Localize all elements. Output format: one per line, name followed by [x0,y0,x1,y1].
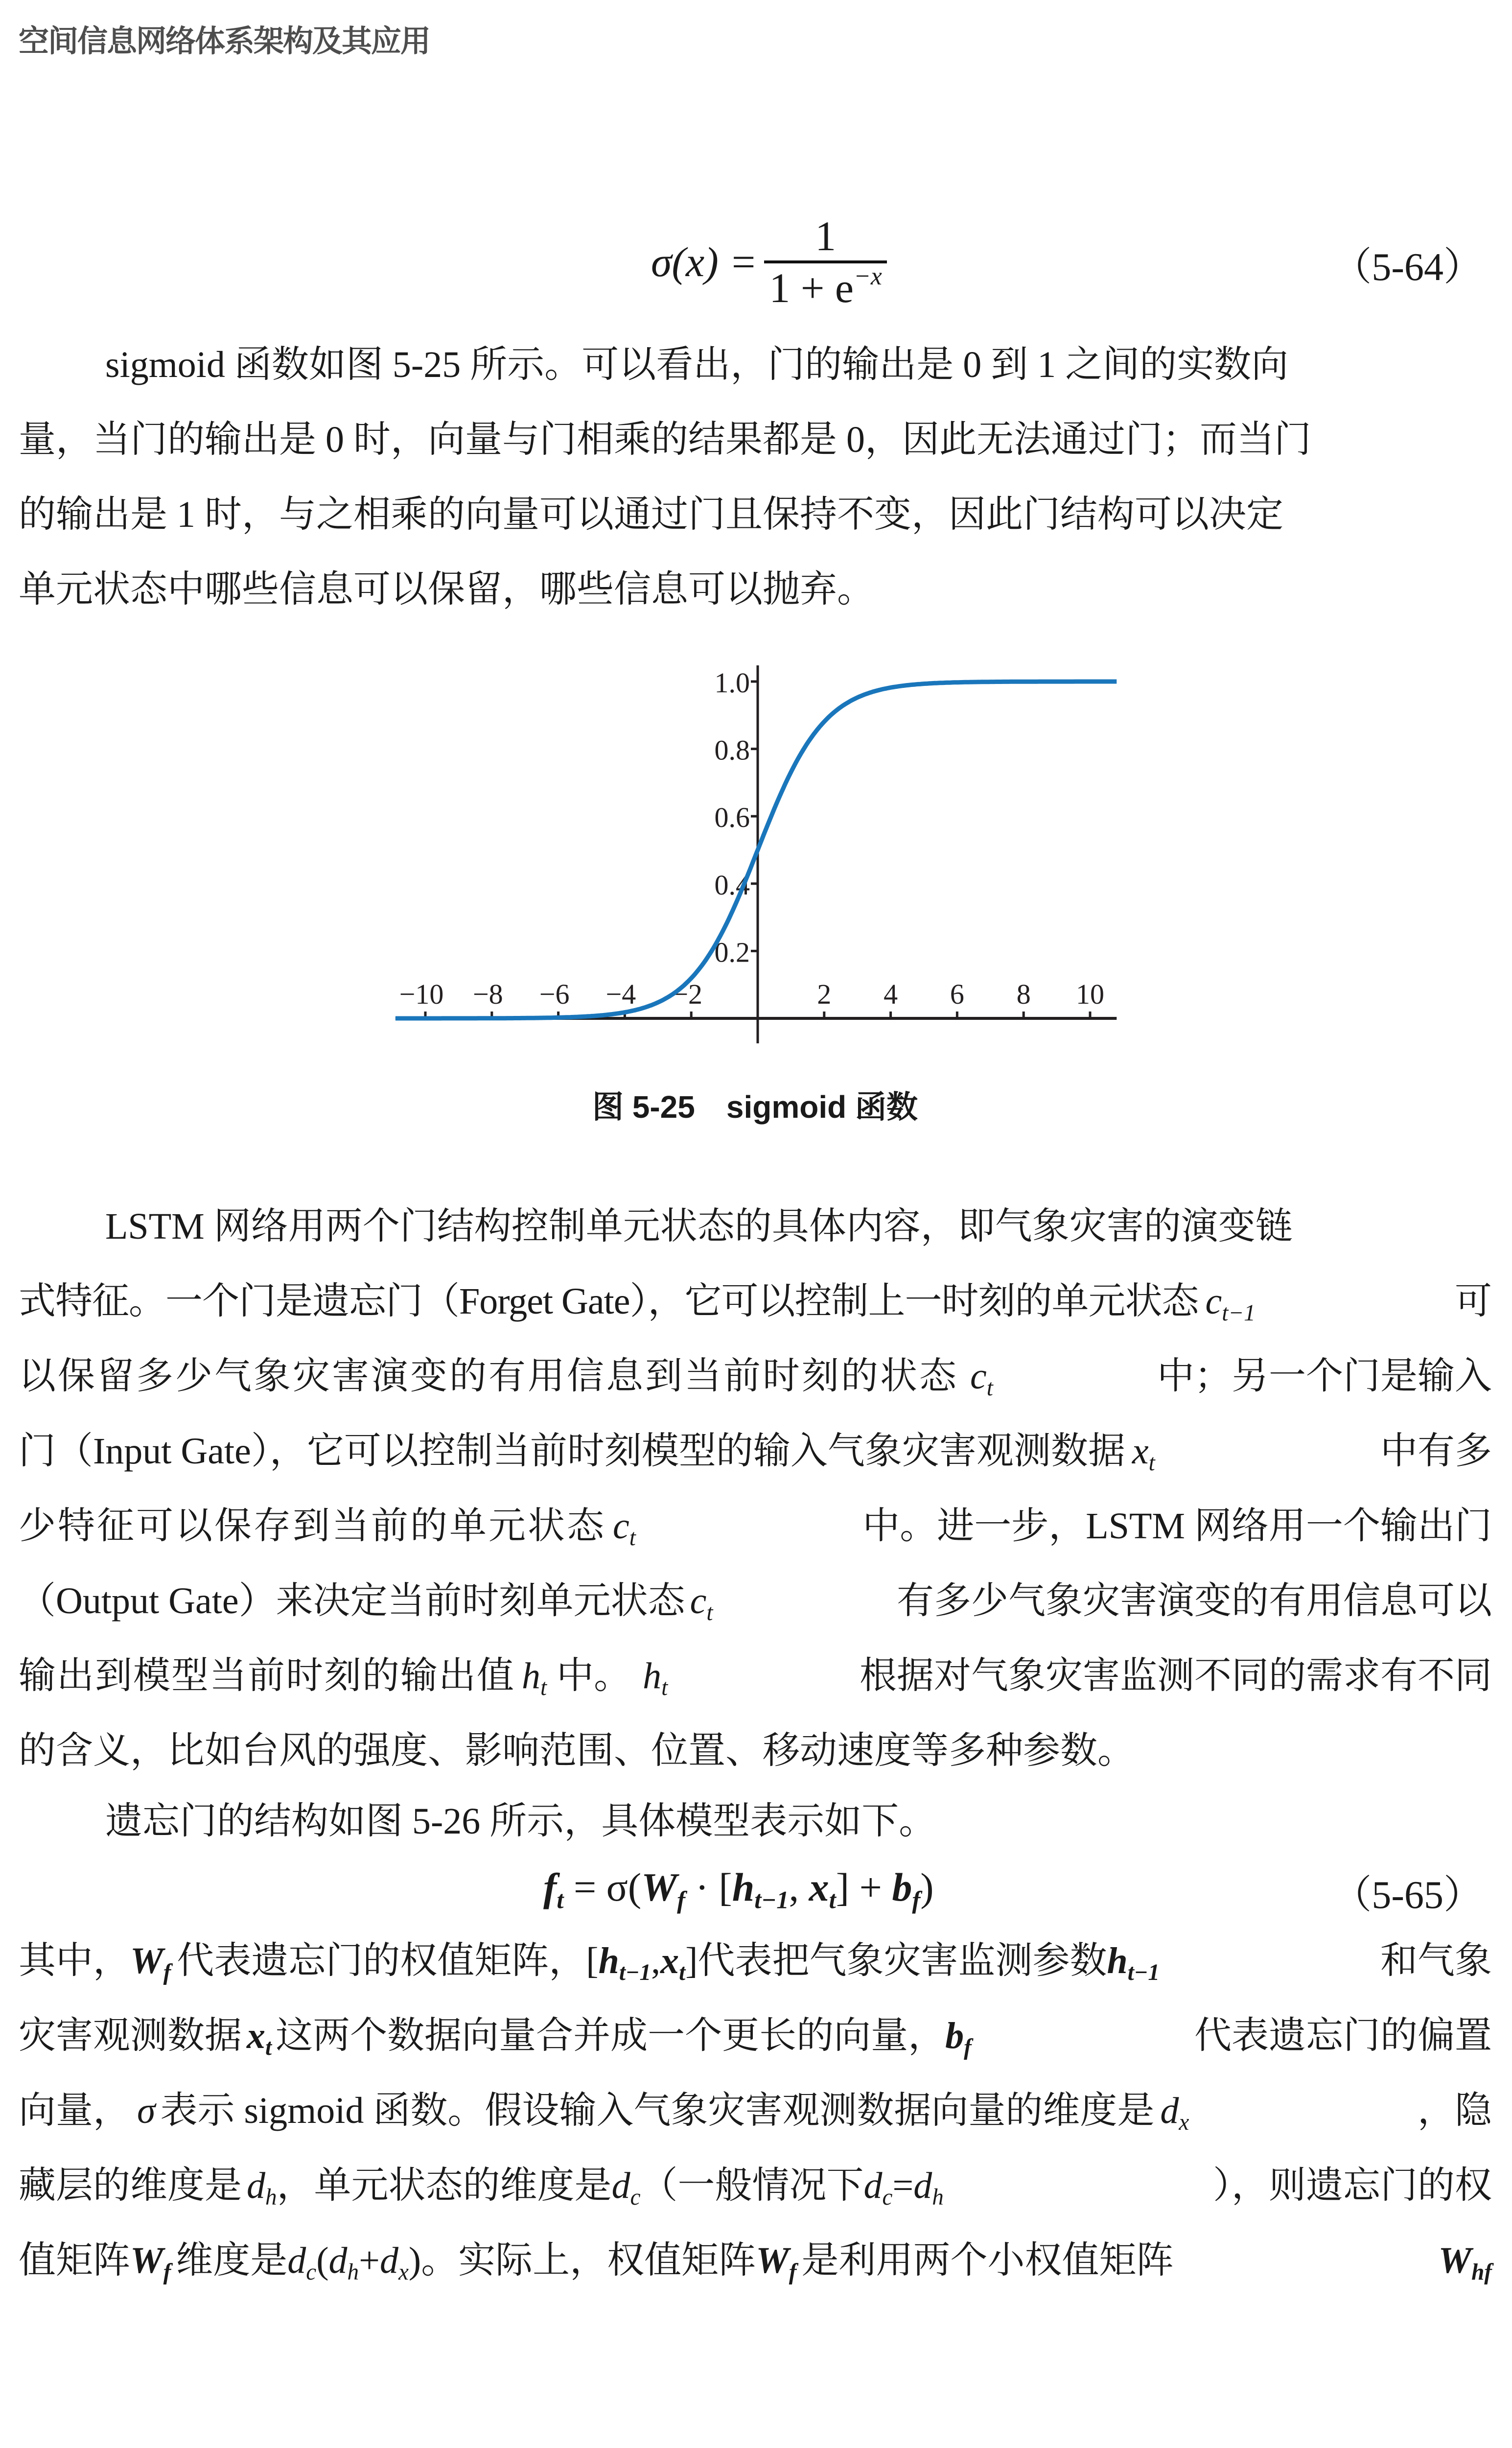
paragraph-line [19,1577,1492,1625]
paragraph-line [19,1726,1492,1775]
line-text: = [892,2165,914,2206]
line-text: （一般情况下 [640,2165,864,2206]
var-d: $d_h$ [913,2165,944,2211]
var-f: $f_t$ [543,1865,564,1914]
line-text: 中。 [557,1655,631,1696]
var-W: $W_f$ [130,2240,171,2285]
line-text: 可 [1455,1281,1492,1322]
paragraph-line [19,1277,1492,1326]
var-c: $c_t$ [970,1356,993,1401]
running-header: 空间信息网络体系架构及其应用 [19,23,430,59]
x-tick-label: −2 [672,978,703,1010]
var-x: $x_t$ [660,1940,686,1986]
x-tick-label: 2 [817,978,832,1010]
x-tick-label: 4 [884,978,898,1010]
var-h: $h_t$ [643,1655,668,1701]
line-text: 值矩阵 [19,2240,130,2281]
figure-caption: 图 5-25 sigmoid 函数 [592,1089,918,1125]
x-tick-label: 10 [1076,978,1104,1010]
x-tick-label: −8 [472,978,503,1010]
line-text: 输出到模型当前时刻的输出值 [19,1655,515,1696]
y-tick-label: 1.0 [714,667,750,699]
var-W: $W_f$ [756,2240,797,2285]
line-text: 维度是 [176,2240,288,2281]
var-W: $W_f$ [130,1940,171,1986]
line-text: 代表遗忘门的偏置 [1194,2015,1492,2056]
line-text: （Output Gate）来决定当前时刻单元状态 [19,1580,685,1622]
line-text: 是利用两个小权值矩阵 [801,2240,1174,2281]
line-text: ，隐 [1418,2090,1492,2131]
line-text: sigmoid 函数如图 5-25 所示。可以看出，门的输出是 0 到 1 之间的实数向 [105,344,1289,385]
line-text: 以保留多少气象灾害演变的有用信息到当前时刻的状态 [19,1356,958,1397]
fraction-numerator: 1 [815,212,837,259]
line-text: 单元状态中哪些信息可以保留，哪些信息可以抛弃。 [19,569,874,610]
line-text: LSTM 网络用两个门结构控制单元状态的具体内容，即气象灾害的演变链 [105,1206,1293,1247]
line-text: 根据对气象灾害监测不同的需求有不同 [860,1655,1492,1696]
line-text: 遗忘门的结构如图 5-26 所示，具体模型表示如下。 [105,1801,936,1842]
var-W: $W_{hf}$ [1438,2240,1492,2285]
line-text: 中有多 [1380,1431,1492,1472]
line-text: ) [408,2240,421,2281]
line-text: 中。进一步，LSTM 网络用一个输出门 [862,1506,1492,1547]
line-text: 。实际上，权值矩阵 [421,2240,756,2281]
var-W: $W_f$ [641,1865,686,1914]
line-text: , [651,1940,661,1981]
y-tick-label: 0.4 [714,869,750,901]
var-d: $d_c$ [287,2240,317,2285]
line-text: ，单元状态的维度是 [277,2165,612,2206]
paragraph-line [19,1502,1492,1551]
y-tick-label: 0.2 [714,936,750,968]
paragraph-line [19,1352,1492,1401]
paragraph-line [105,1797,1492,1846]
x-tick-label: −4 [605,978,636,1010]
paragraph-line [105,1202,1492,1251]
var-h: $h_t$ [522,1655,547,1701]
sigmoid-chart [0,0,1512,1126]
line-text: 有多少气象灾害演变的有用信息可以 [897,1580,1492,1622]
var-x: $x_t$ [809,1865,836,1914]
eq-text: ] + [836,1865,892,1909]
line-text: 代表遗忘门的权值矩阵，[ [177,1940,599,1981]
var-d: $d_x$ [1160,2090,1189,2136]
var-d: $d_h$ [247,2165,277,2211]
eq-text: · [ [685,1865,732,1909]
line-text: 门（Input Gate），它可以控制当前时刻模型的输入气象灾害观测数据 [19,1431,1125,1472]
var-c: $c_t$ [613,1506,636,1551]
var-x: $x_t$ [247,2015,272,2061]
line-text: 表示 sigmoid 函数。假设输入气象灾害观测数据向量的维度是 [160,2090,1155,2131]
x-tick-label: 8 [1016,978,1031,1010]
x-tick-label: 6 [950,978,964,1010]
paragraph-line [19,2161,1492,2210]
paragraph-line [19,2236,1492,2285]
denominator-base: 1 + e [769,264,854,311]
var-c: $c_t$ [690,1580,713,1626]
sigmoid-curve [395,682,1117,1018]
x-tick-label: −6 [539,978,570,1010]
denominator-exponent: −x [854,262,882,290]
line-text: 向量， [19,2090,130,2131]
var-b: $b_f$ [892,1865,921,1914]
equation-lhs: σ(x) = [651,238,758,285]
line-text: ( [316,2240,329,2281]
line-text: 式特征。一个门是遗忘门（Forget Gate），它可以控制上一时刻的单元状态 [19,1281,1199,1322]
paragraph-line [19,1936,1492,1985]
equation-5-65 [543,1860,934,1914]
line-text: 量，当门的输出是 0 时，向量与门相乘的结果都是 0，因此无法通过门；而当门 [19,419,1311,460]
sigma-symbol: σ [137,2090,156,2131]
equation-number-5-64: （5-64） [1332,246,1483,289]
var-d: $d_x$ [379,2240,409,2285]
var-c: $c_{t-1}$ [1205,1281,1256,1326]
x-tick-label: −10 [399,978,444,1010]
var-d: $d_c$ [611,2165,641,2211]
line-text: 和气象 [1380,1940,1492,1981]
y-tick-label: 0.6 [714,801,750,834]
paragraph-line [19,2086,1492,2135]
paragraph-line [19,2011,1492,2060]
line-text: 藏层的维度是 [19,2165,242,2206]
line-text: 这两个数据向量合并成一个更长的向量， [276,2015,946,2056]
line-text: + [359,2240,380,2281]
var-h: $h_{t-1}$ [1107,1940,1160,1986]
line-text: 灾害观测数据 [19,2015,242,2056]
paragraph-line [19,1651,1492,1700]
var-h: $h_{t-1}$ [732,1865,789,1914]
line-text: ]代表把气象灾害监测参数 [685,1940,1107,1981]
var-x: $x_t$ [1132,1431,1155,1476]
line-text: 其中， [19,1940,130,1981]
line-text: 的输出是 1 时，与之相乘的向量可以通过门且保持不变，因此门结构可以决定 [19,494,1283,535]
var-h: $h_{t-1}$ [598,1940,651,1986]
eq-text: = σ( [563,1865,642,1909]
var-d: $d_h$ [328,2240,359,2285]
y-tick-label: 0.8 [714,734,750,766]
line-text: 少特征可以保存到当前的单元状态 [19,1506,606,1547]
var-b: $b_f$ [945,2015,972,2061]
line-text: ），则遗忘门的权 [1213,2165,1492,2206]
eq-text: , [789,1865,809,1909]
paragraph-line [19,1427,1492,1476]
line-text: 中；另一个门是输入 [1157,1356,1492,1397]
equation-number-5-65: （5-65） [1332,1874,1483,1917]
line-text: 的含义，比如台风的强度、影响范围、位置、移动速度等多种参数。 [19,1730,1135,1771]
var-d: $d_c$ [863,2165,893,2211]
eq-text: ) [920,1865,934,1909]
